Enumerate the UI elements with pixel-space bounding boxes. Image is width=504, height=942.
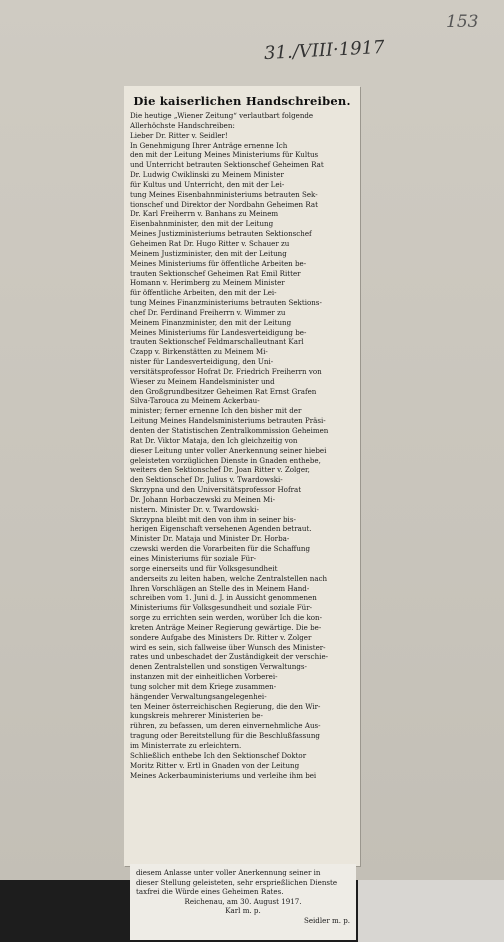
article-line: kreten Anträge Meiner Regierung gewärtige. Die be-	[130, 622, 322, 632]
article-line: trauten Sektionschef Geheimen Rat Emil Ritter	[130, 268, 301, 278]
article-line: Schließlich enthebe Ich den Sektionschef Doktor	[130, 750, 307, 760]
article-line: Wieser zu Meinem Handelsminister und	[130, 376, 275, 386]
article-line: Silva-Tarouca zu Meinem Ackerbau-	[130, 396, 260, 406]
article-line: instanzen mit der einheitlichen Vorberei-	[130, 672, 278, 682]
article-line: Skrzypna bleibt mit den von ihm in seiner bis-	[130, 514, 296, 524]
article-line: Geheimen Rat Dr. Hugo Ritter v. Schauer zu	[130, 238, 290, 248]
article-line: den Großgrundbesitzer Geheimen Rat Ernst Grafen	[130, 386, 317, 396]
article-title: Die kaiserlichen Handschreiben.	[133, 94, 351, 108]
article-body	[124, 111, 360, 780]
article-line: Meinem Justizminister, den mit der Leitung	[130, 248, 287, 258]
article-line: anderseits zu leiten haben, welche Zentralstellen nach	[130, 573, 328, 583]
article-line: denen Zentralstellen und sonstigen Verwaltungs-	[130, 662, 307, 672]
article-line: kungskreis mehrerer Ministerien be-	[130, 711, 263, 721]
article-line: Rat Dr. Viktor Mataja, den Ich gleichzeitig von	[130, 435, 298, 445]
article-line: Eisenbahnminister, den mit der Leitung	[130, 219, 274, 229]
article-line: Leitung Meines Handelsministeriums betrauten Präsi-	[130, 416, 326, 426]
article-line: Skrzypna und den Universitätsprofessor Hofrat	[130, 485, 302, 495]
article-line: hängender Verwaltungsangelegenhei-	[130, 691, 267, 701]
article-line: denten der Statistischen Zentralkommission Geheimen	[130, 426, 329, 435]
article-line: den mit der Leitung Meines Ministeriums für Kultus	[130, 150, 319, 160]
article-line: rates und unbeschadet der Zuständigkeit der verschie-	[130, 652, 329, 662]
article-line: Dr. Ludwig Cwiklinski zu Meinem Minister	[130, 170, 284, 180]
article-line: tung solcher mit dem Kriege zusammen-	[130, 681, 277, 691]
article-line: schreiben vom 1. Juni d. J. in Aussicht genommenen	[130, 593, 317, 603]
article-line: Ihren Vorschlägen an Stelle des in Meinem Hand-	[130, 583, 310, 593]
article-line: versitätsprofessor Hofrat Dr. Friedrich Freiherrn von	[130, 366, 322, 376]
article-line: Moritz Ritter v. Ertl in Gnaden von der Leitung	[130, 760, 300, 770]
article-line: und Unterricht betrauten Sektionschef Geheimen Rat	[130, 160, 324, 170]
article-line: tionschef und Direktor der Nordbahn Geheimen Rat	[130, 199, 318, 209]
article-line: Die heutige „Wiener Zeitung“ verlautbart folgende	[130, 111, 314, 120]
article-line: Karl m. p.	[225, 906, 261, 916]
article-line: chef Dr. Ferdinand Freiherrn v. Wimmer zu	[130, 307, 286, 317]
folio-number: 153	[446, 12, 479, 32]
article-line: weiters den Sektionschef Dr. Joan Ritter v. Zolger,	[130, 465, 310, 475]
newspaper-clipping	[124, 86, 360, 866]
article-line: nistern. Minister Dr. v. Twardowski-	[130, 504, 259, 514]
signature-line: Seidler m. p.	[303, 915, 350, 925]
article-line: sorge zu errichten sein werden, worüber Ich die kon-	[130, 613, 323, 623]
article-line: Ministeriums für Volksgesundheit und soziale Für-	[130, 603, 312, 613]
article-line: dieser Stellung geleisteten, sehr ersprießlichen Dienste	[136, 877, 338, 887]
article-line: geleisteten vorzüglichen Dienste in Gnaden enthebe,	[130, 455, 321, 465]
article-line: rühren, zu befassen, um deren einvernehmliche Aus-	[130, 721, 321, 731]
article-line: Czapp v. Birkenstätten zu Meinem Mi-	[130, 347, 268, 357]
article-line: eines Ministeriums für soziale Für-	[130, 553, 257, 563]
article-line: minister; ferner ernenne Ich den bisher mit der	[130, 406, 302, 416]
article-line: im Ministerrate zu erleichtern.	[130, 741, 242, 750]
article-line: den Sektionschef Dr. Julius v. Twardowski-	[130, 475, 283, 485]
article-line: Meinem Finanzminister, den mit der Leitung	[130, 317, 292, 327]
handwritten-date: 31./VIII·1917	[263, 36, 386, 65]
article-line: taxfrei die Würde eines Geheimen Rates.	[136, 887, 284, 897]
article-line: für Kultus und Unterricht, den mit der Lei-	[130, 179, 285, 189]
article-line: Minister Dr. Mataja und Minister Dr. Horba-	[130, 534, 290, 544]
article-line: In Genehmigung Ihrer Anträge ernenne Ich	[130, 140, 288, 150]
article-line: czewski werden die Vorarbeiten für die Schaffung	[130, 544, 311, 554]
article-line: diesem Anlasse unter voller Anerkennung seiner in	[136, 868, 321, 877]
article-line: Dr. Johann Horbaczewski zu Meinen Mi-	[130, 494, 275, 504]
article-line: sorge einerseits und für Volksgesundheit	[130, 563, 278, 573]
article-line: für öffentliche Arbeiten, den mit der Lei-	[130, 288, 277, 298]
article-line: Allerhöchste Handschreiben:	[130, 120, 235, 130]
article-line: Dr. Karl Freiherrn v. Banhans zu Meinem	[130, 209, 279, 219]
article-line: wird es sein, sich fallweise über Wunsch des Minister-	[130, 642, 326, 652]
article-line: tragung oder Bereitstellung für die Beschlußfassung	[130, 731, 320, 741]
article-line: sondere Aufgabe des Ministers Dr. Ritter v. Zolger	[130, 632, 312, 642]
article-line: Reichenau, am 30. August 1917.	[184, 896, 302, 906]
article-line: Meines Ministeriums für Landesverteidigung be-	[130, 327, 307, 337]
article-closing	[130, 864, 356, 926]
article-line: dieser Leitung unter voller Anerkennung seiner hiebei	[130, 445, 327, 455]
article-line: Lieber Dr. Ritter v. Seidler!	[130, 130, 228, 140]
article-line: Meines Ministeriums für öffentliche Arbeiten be-	[130, 258, 307, 268]
newspaper-clipping-continuation	[130, 864, 356, 940]
article-line: nister für Landesverteidigung, den Uni-	[130, 357, 274, 367]
article-line: tung Meines Eisenbahnministeriums betrauten Sek-	[130, 189, 318, 199]
article-line: tung Meines Finanzministeriums betrauten Sektions-	[130, 298, 322, 308]
article-line: ten Meiner österreichischen Regierung, die den Wir-	[130, 701, 321, 711]
article-line: herigen Eigenschaft versehenen Agenden betraut.	[130, 524, 312, 534]
article-line: Meines Justizministeriums betrauten Sektionschef	[130, 229, 312, 239]
article-line: trauten Sektionschef Feldmarschalleutnant Karl	[130, 337, 304, 347]
article-line: Homann v. Herimberg zu Meinem Minister	[130, 278, 285, 288]
article-line: Meines Ackerbauministeriums und verleihe ihm bei	[130, 770, 317, 780]
